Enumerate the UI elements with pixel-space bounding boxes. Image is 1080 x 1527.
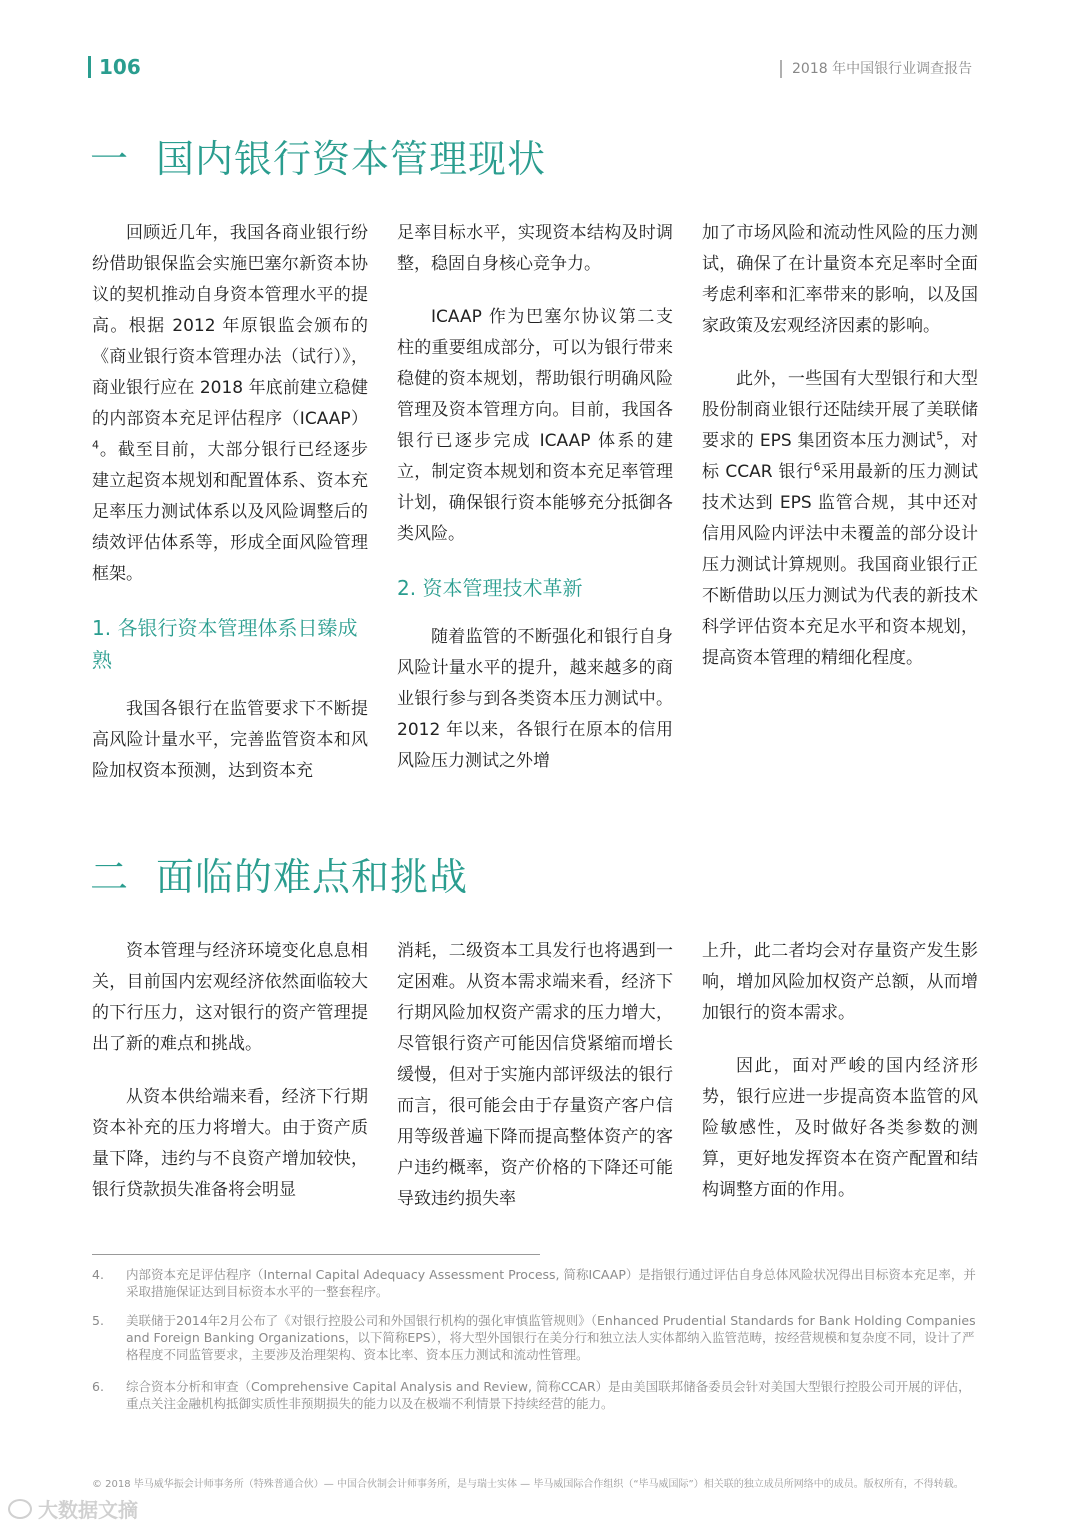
report-title: 2018 年中国银行业调查报告 [780, 60, 972, 78]
footnote-4: 4. 内部资本充足评估程序（Internal Capital Adequacy Assessment Process, 简称ICAAP）是指银行通过评估自身总体风险状况得出目标资本充足率，并采取措施保证达到目标资本水平的一整套程序。 [92, 1267, 976, 1299]
section-1-heading [90, 128, 546, 183]
copyright-notice: © 2018 毕马威华振会计师事务所（特殊普通合伙）— 中国合伙制会计师事务所，是与瑞士实体 — 毕马威国际合作组织（“毕马威国际”）相关联的独立成员所网络中的成员。版权所有，不得转载。 [92, 1479, 964, 1490]
section-2-column-2 [397, 936, 673, 1237]
section-1-number: 一 [90, 137, 130, 181]
watermark [8, 1494, 138, 1523]
paragraph: 我国各银行在监管要求下不断提高风险计量水平，完善监管资本和风险加权资本预测，达到资本充 [92, 699, 368, 781]
subheading-1: 1. 各银行资本管理体系日臻成熟 [92, 616, 358, 672]
paragraph: 因此，面对严峻的国内经济形势，银行应进一步提高资本监管的风险敏感性，及时做好各类参数的测算，更好地发挥资本在资产配置和结构调整方面的作用。 [702, 1056, 978, 1200]
paragraph: 消耗，二级资本工具发行也将遇到一定困难。从资本需求端来看，经济下行期风险加权资产需求的压力增大，尽管银行资产可能因信贷紧缩而增长缓慢，但对于实施内部评级法的银行而言，很可能会由于存量资产客户信用等级普遍下降而提高整体资产的客户违约概率，资产价格的下降还可能导致违约损失率 [397, 941, 673, 1209]
weibo-icon [8, 1499, 32, 1519]
footnote-6: 6. 综合资本分析和审查（Comprehensive Capital Analysis and Review, 简称CCAR）是由美国联邦储备委员会针对美国大型银行控股公司开展的评估，重点关注金融机构抵御实质性非预期损失的能力以及在极端不利情景下持续经营的能力。 [92, 1379, 971, 1411]
subheading-2: 2. 资本管理技术革新 [397, 576, 583, 600]
section-2-column-1 [92, 936, 368, 1228]
footnote-5: 5. 美联储于2014年2月公布了《对银行控股公司和外国银行机构的强化审慎监管规则》（Enhanced Prudential Standards for Bank Holding Companies and Foreign Banking Organizations，以下简称EPS），将大型外国银行在美分行和独立法人实体都纳入监管范畴，按经营规模和复杂度不同，设计了严格程度不同监管要求，主要涉及治理架构、资本比率、资本压力测试和流动性管理。 [92, 1313, 976, 1362]
paragraph: 上升，此二者均会对存量资产发生影响，增加风险加权资产总额，从而增加银行的资本需求。 [702, 941, 978, 1023]
paragraph: 足率目标水平，实现资本结构及时调整，稳固自身核心竞争力。 [397, 223, 673, 274]
paragraph: ICAAP 作为巴塞尔协议第二支柱的重要组成部分，可以为银行带来稳健的资本规划，帮助银行明确风险管理及资本管理方向。目前，我国各银行已逐步完成 ICAAP 体系的建立，制定资本规划和资本充足率管理计划，确保银行资本能够充分抵御各类风险。 [397, 307, 673, 544]
page-number: 106 [88, 56, 141, 78]
paragraph: 资本管理与经济环境变化息息相关，目前国内宏观经济依然面临较大的下行压力，这对银行的资产管理提出了新的难点和挑战。 [92, 941, 368, 1054]
paragraph: 此外，一些国有大型银行和大型股份制商业银行还陆续开展了美联储要求的 EPS 集团资本压力测试$^5$，对标 CCAR 银行$^6$采用最新的压力测试技术达到 EPS 监管合规，其中还对信用风险内评法中未覆盖的部分设计压力测试计算规则。我国商业银行正不断借助以压力测试为代表的新技术科学评估资本充足水平和资本规划，提高资本管理的精细化程度。 [702, 369, 979, 668]
paragraph: 回顾近几年，我国各商业银行纷纷借助银保监会实施巴塞尔新资本协议的契机推动自身资本管理水平的提高。根据 2012 年原银监会颁布的《商业银行资本管理办法（试行）》，商业银行应在 2018 年底前建立稳健的内部资本充足评估程序（ICAAP）$^4$。截至目前，大部分银行已经逐步建立起资本规划和配置体系、资本充足率压力测试体系以及风险调整后的绩效评估体系等，形成全面风险管理框架。 [92, 223, 368, 584]
paragraph: 随着监管的不断强化和银行自身风险计量水平的提升，越来越多的商业银行参与到各类资本压力测试中。 2012 年以来，各银行在原本的信用风险压力测试之外增 [397, 627, 673, 771]
section-2-column-3 [702, 936, 978, 1228]
section-1-column-2 [397, 218, 673, 799]
paragraph: 从资本供给端来看，经济下行期资本补充的压力将增大。由于资产质量下降，违约与不良资产增加较快，银行贷款损失准备将会明显 [92, 1087, 368, 1200]
section-1-column-3 [702, 218, 978, 696]
section-1-column-1 [92, 218, 368, 809]
paragraph: 加了市场风险和流动性风险的压力测试，确保了在计量资本充足率时全面考虑利率和汇率带来的影响，以及国家政策及宏观经济因素的影响。 [702, 223, 978, 336]
watermark-text: 大数据文摘 [38, 1498, 138, 1522]
section-2-title: 面临的难点和挑战 [156, 855, 469, 899]
footnote-divider [92, 1254, 540, 1255]
section-1-title: 国内银行资本管理现状 [156, 137, 547, 181]
section-2-number: 二 [90, 855, 130, 899]
section-2-heading [90, 846, 468, 901]
